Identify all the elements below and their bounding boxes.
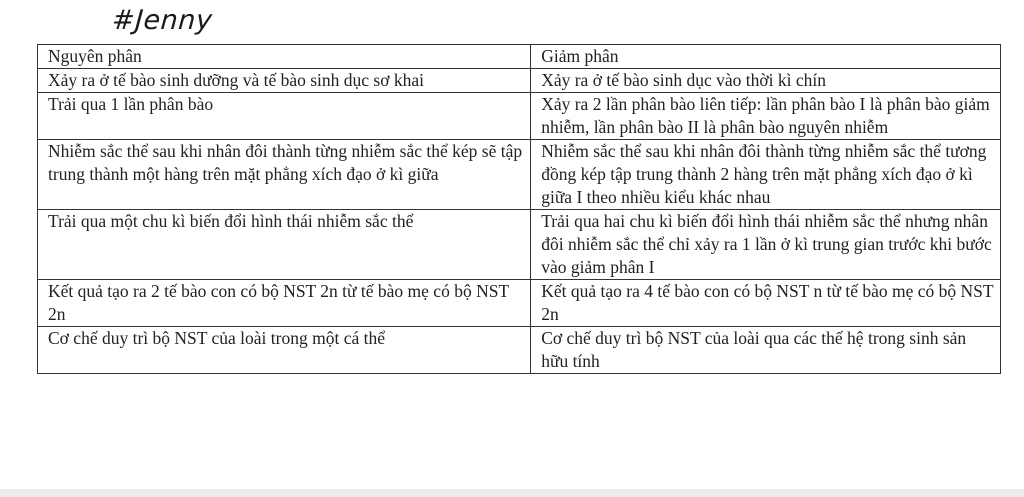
table-row: [38, 140, 1001, 210]
table-cell: Trải qua một chu kì biến đổi hình thái nhiễm sắc thể: [38, 210, 531, 280]
table-row: [38, 280, 1001, 327]
table-cell: Trải qua hai chu kì biến đổi hình thái nhiễm sắc thể nhưng nhân đôi nhiễm sắc thể chỉ xảy ra 1 lần ở kì trung gian trước khi bước vào giảm phân I: [531, 210, 1001, 280]
table-cell: Nhiễm sắc thể sau khi nhân đôi thành từng nhiễm sắc thể kép sẽ tập trung thành một hàng trên mặt phẳng xích đạo ở kì giữa: [38, 140, 531, 210]
header-cell-meiosis: Giảm phân: [531, 45, 1001, 69]
table-row: [38, 210, 1001, 280]
table-cell: Trải qua 1 lần phân bào: [38, 93, 531, 140]
bottom-edge-strip: [0, 489, 1024, 497]
table-row: [38, 69, 1001, 93]
table-row: [38, 93, 1001, 140]
table-cell: Kết quả tạo ra 4 tế bào con có bộ NST n từ tế bào mẹ có bộ NST 2n: [531, 280, 1001, 327]
handwritten-signature: #Jenny: [110, 5, 214, 36]
table-row: [38, 327, 1001, 374]
table-cell: Xảy ra ở tế bào sinh dưỡng và tế bào sinh dục sơ khai: [38, 69, 531, 93]
table-cell: Xảy ra 2 lần phân bào liên tiếp: lần phân bào I là phân bào giảm nhiễm, lần phân bào II là phân bào nguyên nhiễm: [531, 93, 1001, 140]
table-cell: Nhiễm sắc thể sau khi nhân đôi thành từng nhiễm sắc thể tương đồng kép tập trung thành 2 hàng trên mặt phẳng xích đạo ở kì giữa I theo nhiều kiểu khác nhau: [531, 140, 1001, 210]
table-cell: Cơ chế duy trì bộ NST của loài qua các thế hệ trong sinh sản hữu tính: [531, 327, 1001, 374]
table-cell: Cơ chế duy trì bộ NST của loài trong một cá thể: [38, 327, 531, 374]
table-header-row: [38, 45, 1001, 69]
table-cell: Xảy ra ở tế bào sinh dục vào thời kì chín: [531, 69, 1001, 93]
comparison-table: [37, 44, 1001, 374]
table-cell: Kết quả tạo ra 2 tế bào con có bộ NST 2n từ tế bào mẹ có bộ NST 2n: [38, 280, 531, 327]
header-cell-mitosis: Nguyên phân: [38, 45, 531, 69]
